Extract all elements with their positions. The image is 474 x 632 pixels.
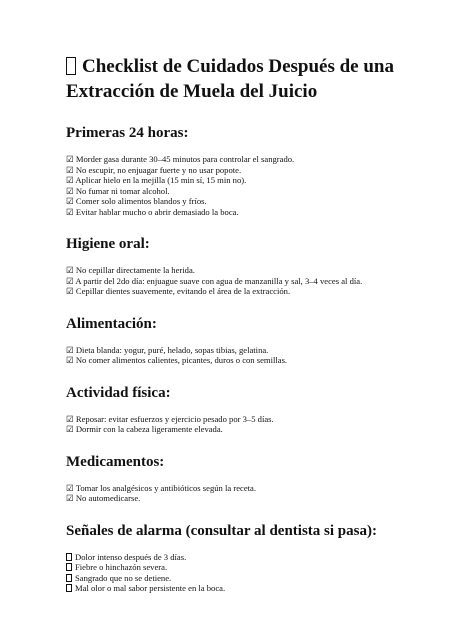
section-warning-signs (66, 522, 434, 594)
missing-glyph-icon (66, 584, 72, 592)
checklist-item: ☑ Reposar: evitar esfuerzos y ejercicio pesado por 3–5 días. (66, 413, 274, 424)
section-heading: Alimentación: (66, 315, 157, 332)
document-title-text: Checklist de Cuidados Después de una Extracción de Muela del Juicio (66, 56, 394, 102)
section-medications (66, 453, 434, 504)
missing-glyph-icon (66, 563, 72, 571)
checklist (66, 154, 434, 217)
warning-item: Fiebre o hinchazón severa. (66, 562, 434, 573)
checklist-item: ☑ No fumar ni tomar alcohol. (66, 185, 170, 196)
warning-item: Dolor intenso después de 3 días. (66, 552, 434, 563)
checklist-item: ☑ No cepillar directamente la herida. (66, 265, 195, 275)
checklist-item: ☑ Morder gasa durante 30–45 minutos para controlar el sangrado. (66, 154, 295, 164)
checklist-item: ☑ Cepillar dientes suavemente, evitando el área de la extracción. (66, 286, 291, 296)
checklist-item: ☑ No comer alimentos calientes, picantes, duros o con semillas. (66, 355, 288, 365)
warning-item: Mal olor o mal sabor persistente en la boca. (66, 583, 434, 594)
checklist-item: ☑ Evitar hablar mucho o abrir demasiado la boca. (66, 206, 239, 217)
checklist-item: ☑ No escupir, no enjuagar fuerte y no usar popote. (66, 164, 242, 175)
checklist-item: ☑ Tomar los analgésicos y antibióticos según la receta. (66, 482, 256, 493)
checklist (66, 483, 434, 504)
section-heading: Primeras 24 horas: (66, 125, 189, 141)
missing-glyph-icon (66, 57, 76, 75)
checklist-item: ☑ Comer solo alimentos blandos y fríos. (66, 196, 207, 206)
section-heading: Actividad física: (66, 384, 171, 401)
warning-item: Sangrado que no se detiene. (66, 573, 434, 584)
section-heading: Medicamentos: (66, 453, 165, 470)
section-oral-hygiene (66, 235, 434, 297)
section-physical-activity (66, 384, 434, 435)
section-heading: Señales de alarma (consultar al dentista si pasa): (66, 522, 377, 539)
checklist (66, 414, 434, 435)
section-first-24-hours (66, 124, 434, 217)
checklist (66, 345, 434, 366)
checklist-item: ☑ A partir del 2do día: enjuague suave con agua de manzanilla y sal, 3–4 veces al día. (66, 275, 363, 286)
checklist (66, 265, 434, 297)
missing-glyph-icon (66, 553, 72, 561)
warning-list (66, 552, 434, 594)
document-title (66, 54, 434, 104)
checklist-item: ☑ Dormir con la cabeza ligeramente elevada. (66, 424, 223, 434)
section-diet (66, 315, 434, 366)
checklist-item: ☑ Aplicar hielo en la mejilla (15 min sí, 15 min no). (66, 175, 247, 185)
section-heading: Higiene oral: (66, 236, 150, 252)
checklist-item: ☑ No automedicarse. (66, 493, 141, 503)
checklist-item: ☑ Dieta blanda: yogur, puré, helado, sopas tibias, gelatina. (66, 344, 269, 355)
missing-glyph-icon (66, 574, 72, 582)
